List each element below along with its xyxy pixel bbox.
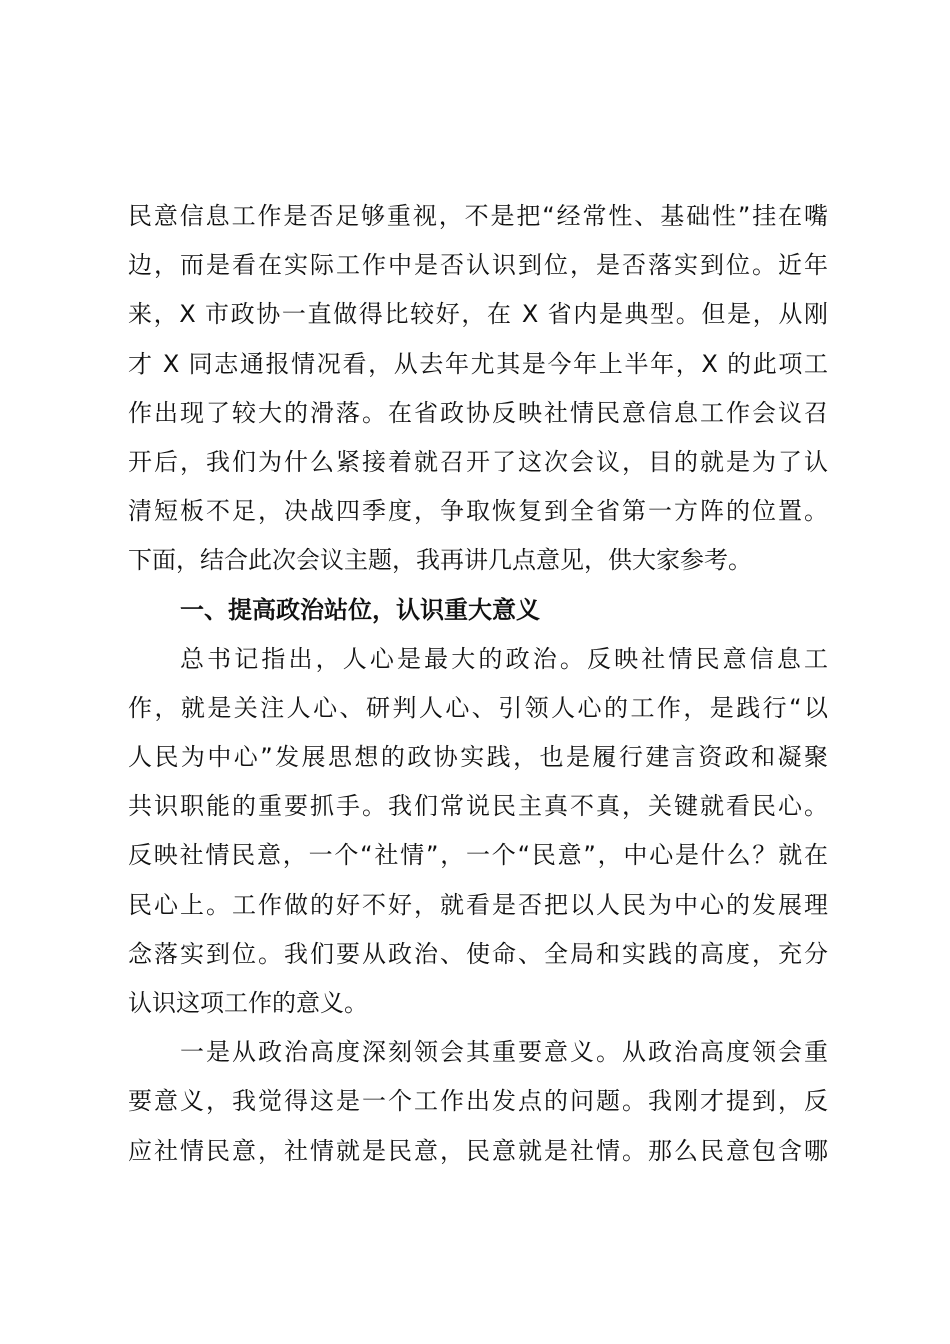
document-body (128, 192, 828, 1176)
section-heading: 一、提高政治站位，认识重大意义 (180, 595, 540, 624)
paragraph-line: 共识职能的重要抓手。我们常说民主真不真，关键就看民心。 (128, 792, 828, 821)
paragraph-line: 清短板不足，决战四季度，争取恢复到全省第一方阵的位置。 (128, 497, 828, 526)
paragraph-line: 作，就是关注人心、研判人心、引领人心的工作，是践行“以 (128, 693, 828, 722)
paragraph-line: 作出现了较大的滑落。在省政协反映社情民意信息工作会议召 (128, 398, 828, 427)
paragraph-line: 才 X 同志通报情况看，从去年尤其是今年上半年，X 的此项工 (128, 349, 828, 378)
paragraph-line: 民意信息工作是否足够重视，不是把“经常性、基础性”挂在嘴 (128, 202, 828, 230)
paragraph-line: 开后，我们为什么紧接着就召开了这次会议，目的就是为了认 (128, 447, 828, 476)
paragraph-line: 人民为中心”发展思想的政协实践，也是履行建言资政和凝聚 (128, 743, 828, 772)
paragraph-line: 认识这项工作的意义。 (128, 989, 368, 1017)
paragraph-line: 要意义，我觉得这是一个工作出发点的问题。我刚才提到，反 (128, 1087, 828, 1116)
paragraph-line: 边，而是看在实际工作中是否认识到位，是否落实到位。近年 (128, 251, 828, 280)
paragraph-line: 总书记指出，人心是最大的政治。反映社情民意信息工 (180, 644, 828, 673)
paragraph-line: 应社情民意，社情就是民意，民意就是社情。那么民意包含哪 (128, 1136, 828, 1165)
paragraph-line: 念落实到位。我们要从政治、使命、全局和实践的高度，充分 (128, 939, 828, 968)
paragraph-line: 下面，结合此次会议主题，我再讲几点意见，供大家参考。 (128, 546, 752, 575)
paragraph-line: 来，X 市政协一直做得比较好，在 X 省内是典型。但是，从刚 (128, 300, 828, 329)
paragraph-line: 反映社情民意，一个“社情”，一个“民意”，中心是什么？就在 (128, 841, 828, 870)
paragraph-line: 一是从政治高度深刻领会其重要意义。从政治高度领会重 (180, 1038, 828, 1067)
paragraph-line: 民心上。工作做的好不好，就看是否把以人民为中心的发展理 (128, 890, 828, 919)
